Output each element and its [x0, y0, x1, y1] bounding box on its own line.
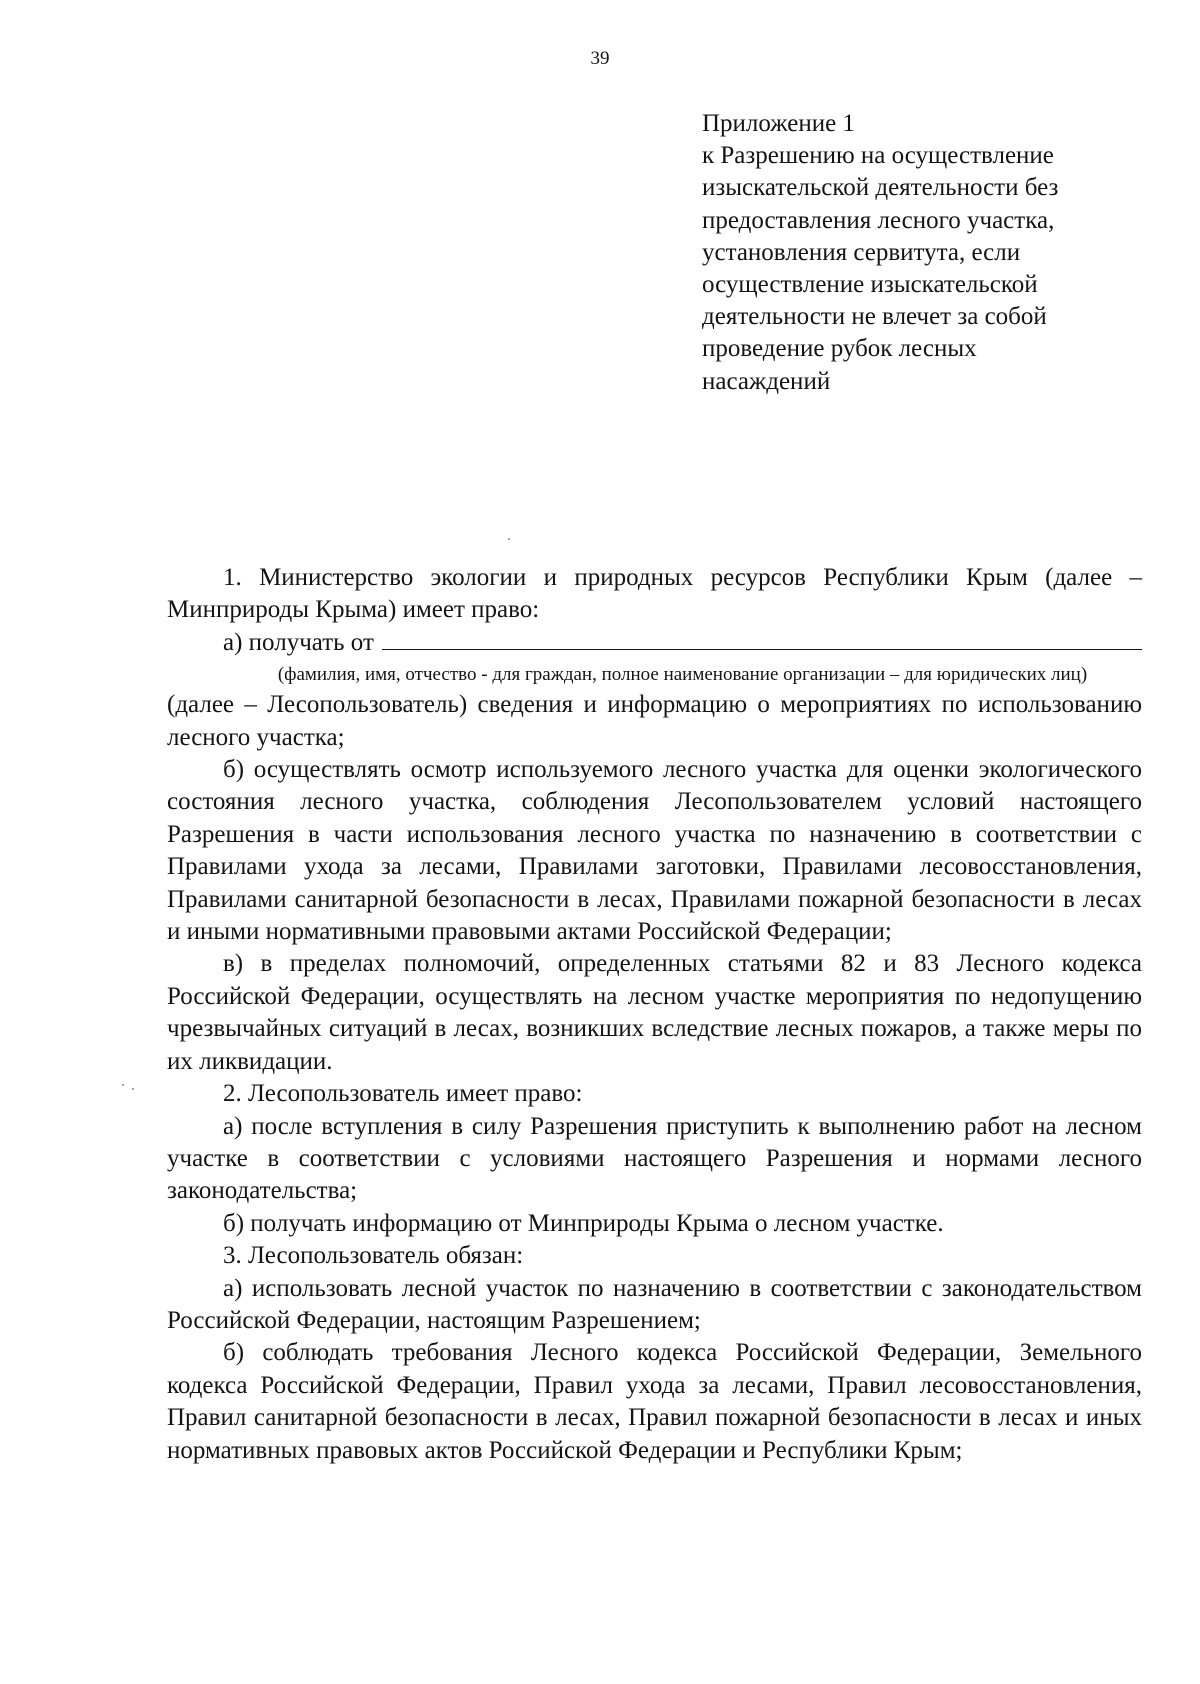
appendix-line: деятельности не влечет за собой — [702, 303, 1047, 331]
scan-speck — [132, 1088, 134, 1090]
scan-speck — [122, 1084, 124, 1086]
document-body — [167, 562, 1142, 1467]
appendix-line: установления сервитута, если — [702, 238, 1021, 266]
appendix-line: к Разрешению на осуществление — [702, 142, 1054, 170]
paragraph-1b: б) осуществлять осмотр используемого лесного участка для оценки экологического состояния лесного участка, соблюдения Лесопользователем условий настоящего Разрешения в части использования лесного участка по назначению в соответствии с Правилами ухода за лесами, Правилами заготовки, Правилами лесовосстановления, Правилами санитарной безопасности в лесах, Правилами пожарной безопасности в лесах и иными нормативными правовыми актами Российской Федерации; — [167, 756, 1142, 946]
paragraph-2a: а) после вступления в силу Разрешения приступить к выполнению работ на лесном участке в соответствии с условиями настоящего Разрешения и нормами лесного законодательства; — [167, 1112, 1142, 1205]
appendix-line: предоставления лесного участка, — [702, 206, 1055, 234]
blank-field-caption: (фамилия, имя, отчество - для граждан, полное наименование организации – для юридических лиц) — [277, 664, 1088, 686]
paragraph-1v: в) в пределах полномочий, определенных статьями 82 и 83 Лесного кодекса Российской Федерации, осуществлять на лесном участке мероприятия по недопущению чрезвычайных ситуаций в лесах, возникших вследствие лесных пожаров, а также меры по их ликвидации. — [167, 950, 1142, 1075]
paragraph-1a-label: а) получать от — [223, 628, 374, 656]
paragraph-1a-fill-line — [167, 627, 1142, 659]
paragraph-2: 2. Лесопользователь имеет право: — [223, 1080, 583, 1108]
appendix-line: проведение рубок лесных — [702, 335, 977, 363]
appendix-header — [702, 108, 1122, 398]
paragraph-3: 3. Лесопользователь обязан: — [223, 1242, 524, 1270]
appendix-line: Приложение 1 — [702, 110, 855, 137]
paragraph-1a-continuation: (далее – Лесопользователь) сведения и информацию о мероприятиях по использованию лесного участка; — [167, 691, 1142, 751]
blank-field-line — [382, 627, 1142, 650]
paragraph-1: 1. Министерство экологии и природных ресурсов Республики Крым (далее – Минприроды Крыма) имеет право: — [167, 564, 1142, 624]
paragraph-3a: а) использовать лесной участок по назначению в соответствии с законодательством Российской Федерации, настоящим Разрешением; — [167, 1274, 1142, 1334]
scan-speck — [508, 538, 510, 540]
appendix-line: изыскательской деятельности без — [702, 174, 1059, 202]
paragraph-2b: б) получать информацию от Минприроды Крыма о лесном участке. — [223, 1209, 944, 1237]
appendix-line: насаждений — [702, 367, 831, 395]
paragraph-3b: б) соблюдать требования Лесного кодекса Российской Федерации, Земельного кодекса Российской Федерации, Правил ухода за лесами, Правил лесовосстановления, Правил санитарной безопасности в лесах, Правил пожарной безопасности в лесах и иных нормативных правовых актов Российской Федерации и Республики Крым; — [167, 1339, 1142, 1464]
page-number: 39 — [590, 48, 610, 69]
appendix-line: осуществление изыскательской — [702, 271, 1038, 299]
